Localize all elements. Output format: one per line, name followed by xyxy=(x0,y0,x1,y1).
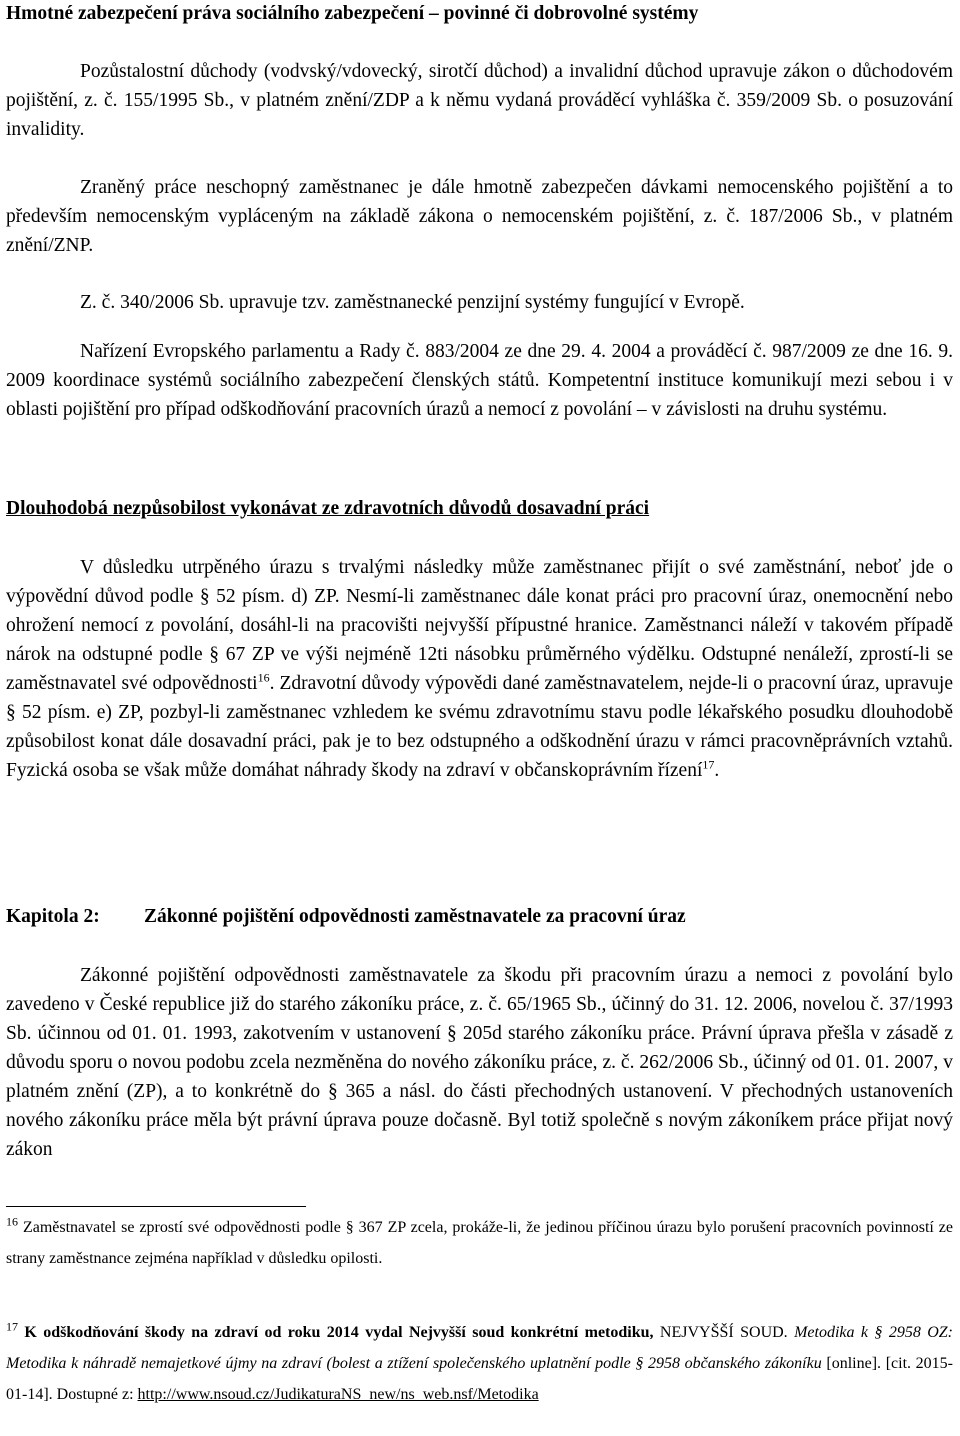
footnote-reference[interactable]: 17 xyxy=(702,757,715,772)
paragraph: Nařízení Evropského parlamentu a Rady č. 883/2004 ze dne 29. 4. 2004 a prováděcí č. 987/2009 ze dne 16. 9. 2009 koordinace systémů sociálního zabezpečení členských států. Kompetentní instituce komunikují mezi sebou i v oblasti pojištění pro případ odškodňování pracovních úrazů a nemocí z povolání – v závislosti na druhu systému. xyxy=(6,341,953,420)
footnote-reference[interactable]: 16 xyxy=(257,670,270,685)
paragraph: Zákonné pojištění odpovědnosti zaměstnavatele za škodu při pracovním úrazu a nemoci z povolání bylo zavedeno v České republice již do starého zákoníku práce, z. č. 65/1965 Sb., účinný do 31. 12. 2006, novelou č. 37/1993 Sb. účinnou od 01. 01. 1993, zakotvením v ustanovení § 205d starého zákoníku práce. Právní úprava přešla v zásadě z důvodu sporu o novou podobu zcela nezměněna do nového zákoníku práce, z. č. 262/2006 Sb., účinný od 01. 01. 2007, v platném znění (ZP), a to konkrétně do § 365 a násl. do části přechodných ustanovení. V přechodných ustanoveních nového zákoníku práce měla být právní úprava pouze dočasně. Byl totiž společně s novým zákoníkem práce přijat nový zákon xyxy=(6,965,953,1160)
footnote-text: NEJVYŠŠÍ SOUD. xyxy=(653,1324,795,1341)
footnote-text: [online]. [cit. 2015-01-14]. Dostupné z: xyxy=(6,1355,954,1403)
footnote-link[interactable]: http://www.nsoud.cz/JudikaturaNS_new/ns_web.nsf/Metodika xyxy=(137,1386,539,1403)
paragraph xyxy=(6,553,953,785)
section-title: Hmotné zabezpečení práva sociálního zabezpečení – povinné či dobrovolné systémy xyxy=(6,3,699,24)
footnote-number: 16 xyxy=(6,1214,18,1229)
chapter-heading xyxy=(6,902,953,931)
paragraph: Zraněný práce neschopný zaměstnanec je dále hmotně zabezpečen dávkami nemocenského pojištění a to především nemocenským vypláceným na základě zákona o nemocenském pojištění, z. č. 187/2006 Sb., v platném znění/ZNP. xyxy=(6,177,953,256)
chapter-title: Zákonné pojištění odpovědnosti zaměstnavatele za pracovní úraz xyxy=(144,906,686,927)
section-title: Dlouhodobá nezpůsobilost vykonávat ze zdravotních důvodů dosavadní práci xyxy=(6,498,650,519)
paragraph-text: V důsledku utrpěného úrazu s trvalými následky může zaměstnanec přijít o své zaměstnání, neboť jde o výpovědní důvod podle § 52 písm. d) ZP. Nesmí-li zaměstnanec dále konat práci pro pracovní úraz, onemocnění nebo ohrožení nemocí z povolání, dosáhl-li na pracovišti nejvyšší přípustné hranice. Zaměstnanci náleží v takovém případě nárok na odstupné podle § 67 ZP ve výši nejméně 12ti násobku průměrného výdělku. Odstupné nenáleží, zprostí-li se zaměstnavatel své odpovědnosti xyxy=(6,557,953,694)
chapter-label: Kapitola 2: xyxy=(6,906,100,927)
footnote-italic-text: Metodika k § 2958 OZ: Metodika k náhradě nemajetkové újmy na zdraví (bolest a ztížení společenského uplatnění podle § 2958 občanského zákoníku xyxy=(6,1324,954,1372)
footnote-separator xyxy=(6,1206,306,1207)
paragraph: Pozůstalostní důchody (vodvský/vdovecký, sirotčí důchod) a invalidní důchod upravuje zákon o důchodovém pojištění, z. č. 155/1995 Sb., v platném znění/ZDP a k němu vydaná prováděcí vyhláška č. 359/2009 Sb. o posuzování invalidity. xyxy=(6,61,953,140)
paragraph-text: . xyxy=(714,760,720,781)
paragraph: Z. č. 340/2006 Sb. upravuje tzv. zaměstnanecké penzijní systémy fungující v Evropě. xyxy=(80,292,745,313)
footnote-text: Zaměstnavatel se zprostí své odpovědnosti podle § 367 ZP zcela, prokáže-li, že jedinou příčinou úrazu bylo porušení pracovních povinností ze strany zaměstnance zejména například v důsledku opilosti. xyxy=(6,1219,954,1267)
footnote xyxy=(6,1212,953,1274)
footnote-number: 17 xyxy=(6,1319,18,1334)
footnote xyxy=(6,1317,953,1410)
paragraph-text: . Zdravotní důvody výpovědi dané zaměstnavatelem, nejde-li o pracovní úraz, upravuje § 52 písm. e) ZP, pozbyl-li zaměstnanec vzhledem ke svému zdravotnímu stavu podle lékařského posudku dlouhodobě způsobilost konat dále dosavadní práci, pak je to bez odstupného a odškodnění úrazu v rámci pracovněprávních vztahů. Fyzická osoba se však může domáhat náhrady škody na zdraví v občanskoprávním řízení xyxy=(6,673,953,781)
footnote-bold-text: K odškodňování škody na zdraví od roku 2014 vydal Nejvyšší soud konkrétní metodiku, xyxy=(24,1324,654,1341)
